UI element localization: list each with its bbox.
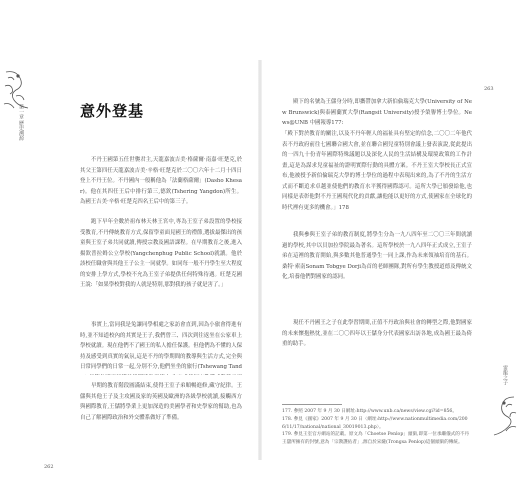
right-page [262, 0, 520, 500]
chapter-side-label: 第一章 歷史溯源 [18, 104, 24, 141]
left-paragraph-4: 早期的教育階段圓滿結束,使得王室子弟順暢進修,藏守紀律。王儲與其他王子及主攻國及家的英國及歐洲的各級學校就讀,接觸西方與國際教育,王儲將學業上更加深造的美國學者和史學家的幫助,也為自己了解國際政治和外交體系做好了準備。 [80, 383, 242, 421]
footnote-rule [282, 404, 342, 405]
left-page-number: 262 [44, 464, 54, 470]
right-paragraph-3: 我與參與王室子弟的教育制度,將學生分為一九八四年至二〇〇三年間就讀過的學校,其中以貝加拉學院最為著名。這所學校於一九八四年正式成立,王室子弟在這裡的教育開始,與多數其他普通學生一同上課,作為未來領袖培育的基石。桑特·索南Sonam Tobgye Dorji為首的老師團隊,對所有學生教授道德及傳統文化,培養他們對國家的認同。 [282, 232, 472, 280]
section-title: 意外登基 [80, 102, 145, 120]
right-quote-paragraph: 「殿下對於教育的關注,以及不丹年輕人的福祉具有堅定的信念,二〇〇二年他代表不丹政府前往七國聯合國大會,並在聯合國兒童特別會議上發表演說,從此提出的一四九十份青年國際特殊議題以及深化人民的生活結構及環境政策的工作計畫,這是為謀求兒童福祉的證明實際行動的具體方案。不丹王室大學校長正式宣布,他被授予新伯倫瑞克大學的博士學位的過程中表現出來的,為了不丹的生活方式而不斷追求卓越並使他們的教育水平獲得國際認可。這所大學已頒發給他,也同樣是表彰他對不丹王國現代化的貢獻,讓他能以更好的方式,使國家在全球化的時代裡有更多的機會。」178 [282, 131, 472, 211]
footnote-179: 179. 參見王室官方網站的記載。原文為「Choetse Penlop」頭銜,即第一位承繼儀式的不丹王儲所擁有的封號,意為「宗教護佑者」,源自於宋薩(Trongsa Penlop)這個頭銜的傳統。 [282, 432, 470, 445]
dragon-ornament-icon [490, 393, 518, 439]
right-page-number: 263 [484, 86, 494, 92]
left-page [0, 0, 258, 500]
footnote-177: 177. 參照 2007 年 9 月 30 日網址:http://www.unb.ca/news/view.cgi?id=856。 [282, 409, 457, 414]
right-paragraph-1: 殿下的名號為王儲身分時,即攜帶加拿大新伯倫瑞克大學(University of New Brunswick)與泰國蘭實大學(Rangsit University)授予榮譽博士學位。News@UNB 中國報導177: [282, 99, 472, 126]
right-paragraph-4: 現任不丹國王之子在此學習期間,正值不丹政治與社會的轉型之際,他對國家的未來懷抱熱忱,並在二〇〇四年以王儲身分代表國家出訪各地,成為國王最為倚重的助手。 [282, 320, 472, 347]
left-paragraph-3: 事實上,當同我是兔讓同學相處之家訪會直到,因為小旅會得進有時,並不知道校內的其實是王子,我們曾三、四次到往返坐在公家車上學校就讀。現在他們不了國王的私人擔任保護。但他們為不懂的人保持及感受到真實的氣氛,這是不丹的學期間的教導與生活方式,完全與日常同學們的日常一起,分別不分,他們坐坐的旅行(Tshewang Tand [80, 322, 242, 370]
left-paragraph-2: 跑下早年全數於祖布林天林王宮中,專為王室子弟設置的學校接受教育,不丹傳統教育方式,保留學童面見國王的禮節,選拔最傑出的孩童與王室子弟共同就讀,傳授宗教及國語課程。在早期教育之後,進入揚欽普拉姆公立學校(Yangchenphug Public School)就讀。他於該校任職會與其他王子公主一同就學。如同每一般不丹學生至大程度的安排上學方式,學校不允為王室子弟提供任何特殊待遇。旺楚克國王說:「如果學校對我的人就是特別,那對我的孩子就是害了。」 [80, 219, 242, 288]
right-side-label: 雷龍之子 [502, 365, 508, 385]
footnote-178: 178. 參見《國家》2007 年 9 月 30 日〈網址:http://www.nationmultimedia.com/2006/11/17/national/national_30019013.php〉。 [282, 417, 468, 430]
left-paragraph-1: 不丹王國第五任世襲君主,天龍嘉波吉美·格薩爾·南嘉·旺楚克,於其父王第四任天龍嘉波吉美·辛格·旺楚克於二〇〇六年十二月十四日登上不丹王位。不丹國內一般稱他為「法蘭格薩爾」(Dasho Khesar)。他在其四任王后中排行第三,德欽(Tshering Yangdon)所生。為國王吉美·辛格·旺楚克四名王后中的第三子。 [80, 157, 242, 205]
